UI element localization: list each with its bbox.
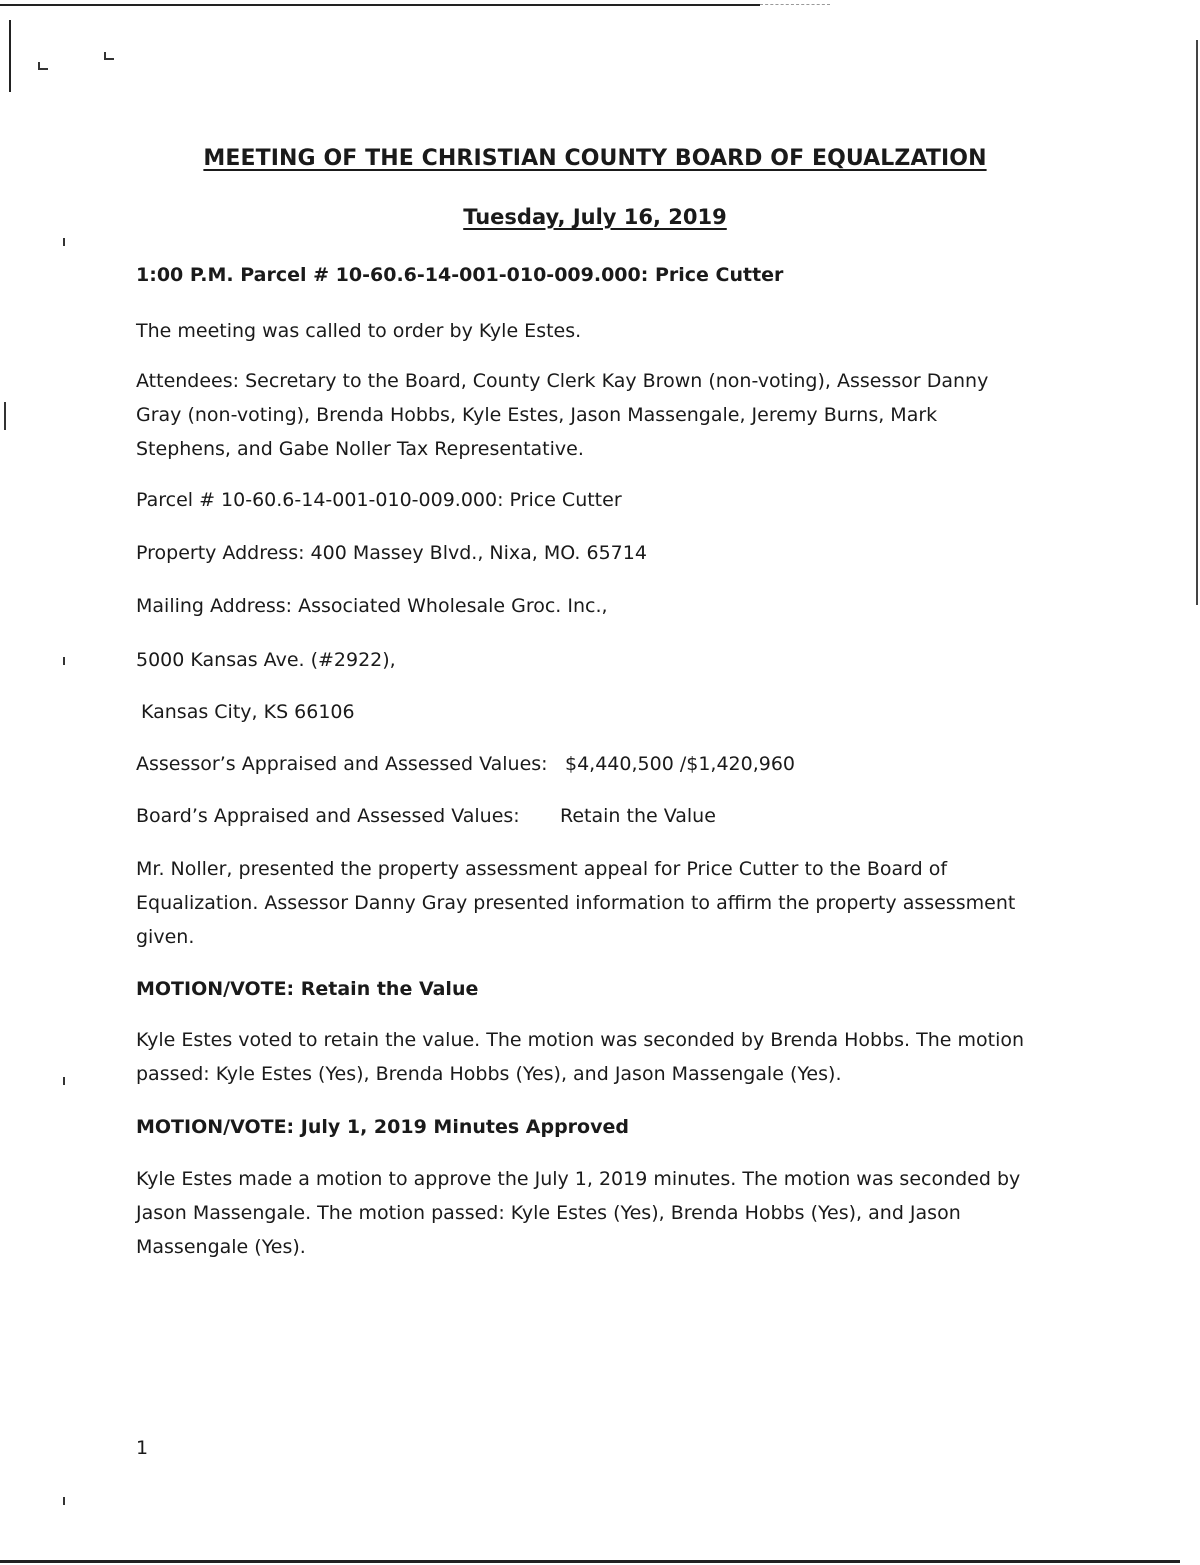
left-edge-mark-lower bbox=[4, 402, 6, 430]
scan-speck bbox=[63, 1077, 65, 1085]
top-scan-line-faint bbox=[760, 4, 830, 5]
right-edge-mark bbox=[1196, 40, 1198, 605]
document-title: MEETING OF THE CHRISTIAN COUNTY BOARD OF EQUALZATION bbox=[203, 146, 987, 171]
parcel-line: Parcel # 10-60.6-14-001-010-009.000: Price Cutter bbox=[136, 489, 622, 511]
motion-text: Kyle Estes voted to retain the value. The motion was seconded by Brenda Hobbs. The motion passed: Kyle Estes (Yes), Brenda Hobbs (Yes), and Jason Massengale (Yes). bbox=[136, 1029, 1025, 1085]
attendees-paragraph: Attendees: Secretary to the Board, County Clerk Kay Brown (non-voting), Assessor Danny Gray (non-voting), Brenda Hobbs, Kyle Estes, Jason Massengale, Jeremy Burns, Mark Stephens, and Gabe Noller Tax Representative. bbox=[136, 370, 989, 460]
left-edge-mark bbox=[9, 20, 11, 92]
board-values: Retain the Value bbox=[560, 805, 716, 827]
session-heading: 1:00 P.M. Parcel # 10-60.6-14-001-010-009.000: Price Cutter bbox=[136, 264, 784, 286]
board-values-label: Board’s Appraised and Assessed Values: bbox=[136, 805, 520, 827]
assessor-values: $4,440,500 /$1,420,960 bbox=[565, 753, 796, 775]
mailing-address-line2: 5000 Kansas Ave. (#2922), bbox=[136, 649, 396, 671]
assessor-values-label: Assessor’s Appraised and Assessed Values: bbox=[136, 753, 548, 775]
mailing-address-line3: Kansas City, KS 66106 bbox=[141, 701, 355, 723]
top-scan-line bbox=[0, 4, 760, 6]
page-number: 1 bbox=[136, 1437, 149, 1459]
motion-heading: MOTION/VOTE: July 1, 2019 Minutes Approved bbox=[136, 1116, 629, 1138]
property-address: Property Address: 400 Massey Blvd., Nixa, MO. 65714 bbox=[136, 542, 647, 564]
meeting-date: Tuesday, July 16, 2019 bbox=[463, 205, 727, 229]
motion-heading: MOTION/VOTE: Retain the Value bbox=[136, 978, 479, 1000]
call-to-order: The meeting was called to order by Kyle Estes. bbox=[136, 320, 582, 342]
presentation-paragraph: Mr. Noller, presented the property assessment appeal for Price Cutter to the Board of Equalization. Assessor Danny Gray presented information to affirm the property assessment given. bbox=[136, 858, 1016, 948]
scan-speck bbox=[63, 238, 65, 246]
scan-speck bbox=[38, 62, 48, 70]
scan-speck bbox=[63, 657, 65, 665]
scan-speck bbox=[63, 1497, 65, 1505]
motion-text: Kyle Estes made a motion to approve the July 1, 2019 minutes. The motion was seconded by Jason Massengale. The motion passed: Kyle Estes (Yes), Brenda Hobbs (Yes), and Jason Massengale (Yes). bbox=[136, 1168, 1021, 1258]
mailing-address: Mailing Address: Associated Wholesale Groc. Inc., bbox=[136, 595, 608, 617]
bottom-scan-line bbox=[0, 1560, 1180, 1563]
scan-speck bbox=[104, 52, 114, 60]
